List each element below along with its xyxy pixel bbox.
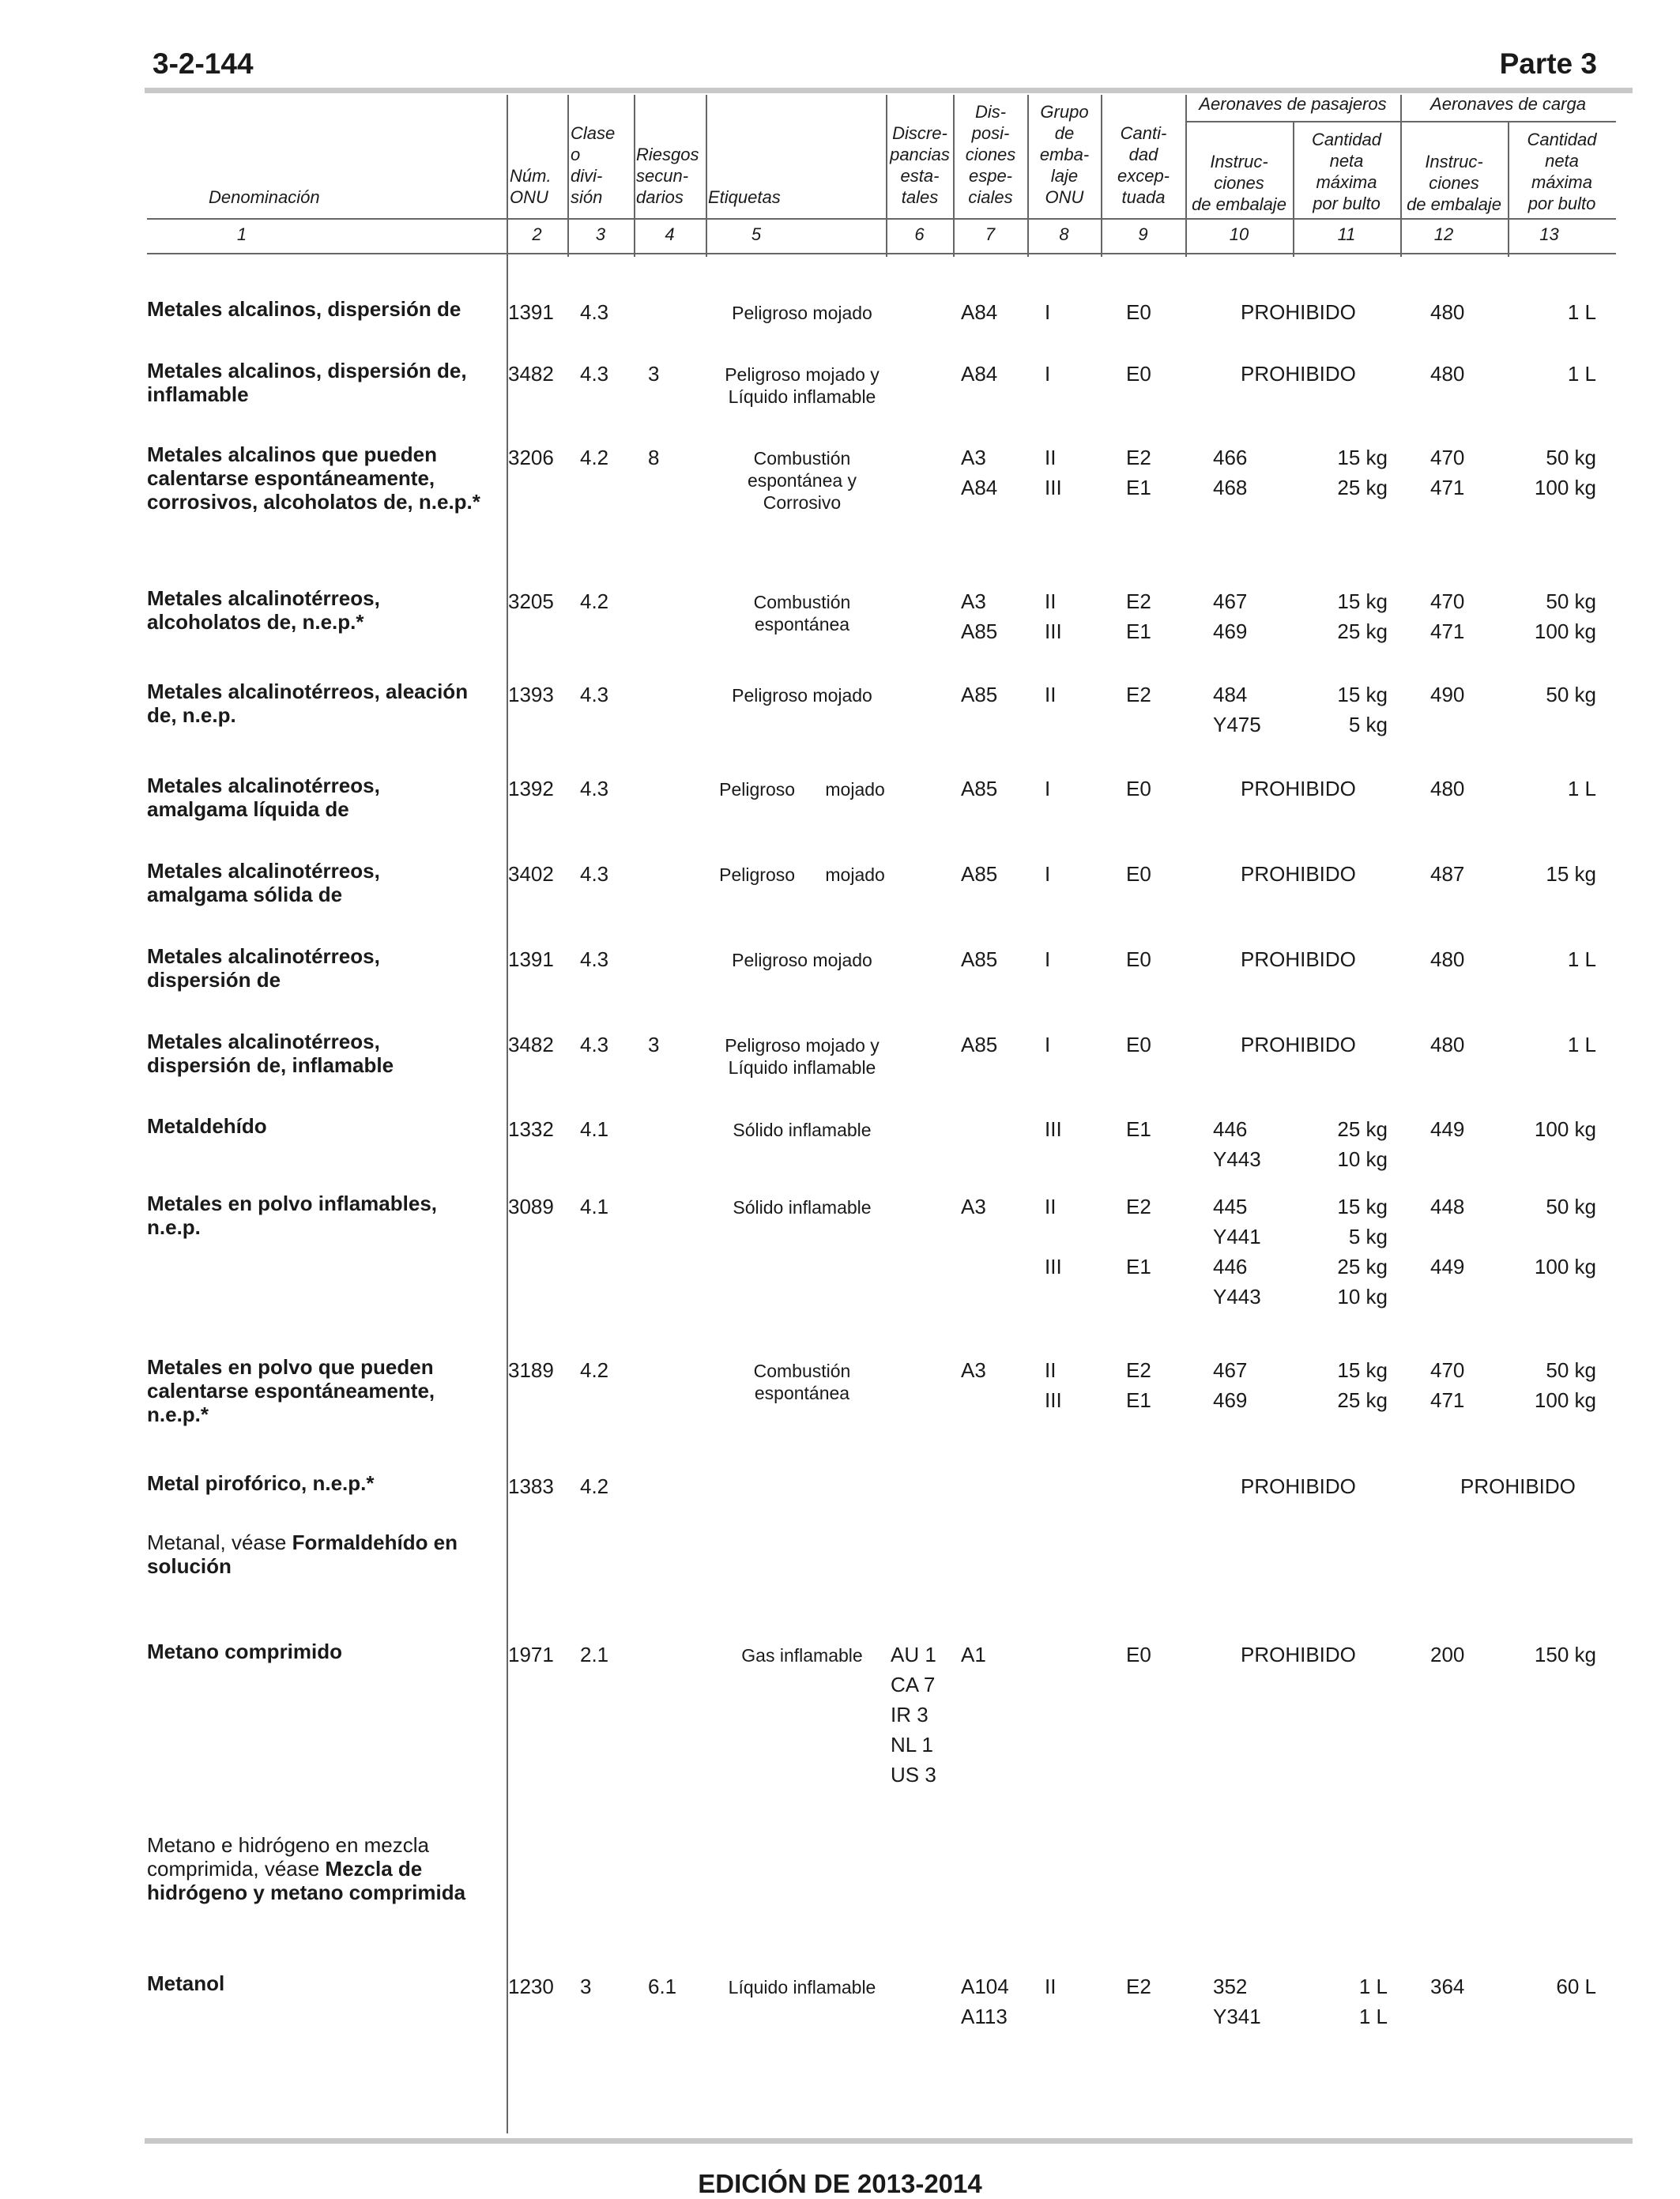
special-provision: A85: [961, 1033, 998, 1056]
excepted-quantity: E2: [1126, 446, 1151, 469]
col-denominacion: Denominación: [209, 187, 320, 207]
col-number: 2: [532, 224, 542, 244]
passenger-quantity: 5 kg: [1348, 1225, 1388, 1248]
hazard-label: Peligroso mojado: [732, 685, 872, 706]
passenger-instruction: 445: [1213, 1195, 1248, 1218]
cargo-quantity: 15 kg: [1546, 862, 1596, 886]
special-provision: A3: [961, 1195, 986, 1218]
passenger-instruction: 469: [1213, 619, 1248, 643]
excepted-quantity: E2: [1126, 1358, 1151, 1382]
entry-name: [147, 1971, 487, 1995]
entry-name-line: Metales en polvo que pueden: [147, 1355, 434, 1379]
entry-name-line: corrosivos, alcoholatos de, n.e.p.*: [147, 490, 480, 514]
col-riesgos: Riesgos secun- darios: [636, 145, 699, 207]
packing-group: II: [1045, 1975, 1057, 1998]
passenger-instruction: Y443: [1213, 1147, 1261, 1171]
excepted-quantity: E2: [1126, 683, 1151, 706]
page-number: 3-2-144: [153, 47, 254, 80]
passenger-instruction: 467: [1213, 589, 1248, 613]
col-cantidad-exceptuada: Canti- dad excep- tuada: [1117, 123, 1170, 207]
col-instrucciones-carga: Instruc- ciones de embalaje: [1407, 152, 1501, 214]
col-number: 1: [236, 224, 247, 244]
passenger-quantity: 10 kg: [1337, 1147, 1388, 1171]
packing-group: I: [1045, 1033, 1051, 1056]
passenger-instruction: Y341: [1213, 2005, 1261, 2028]
state-variation: US 3: [891, 1763, 936, 1787]
special-provision: A84: [961, 476, 998, 499]
un-number: 3189: [508, 1358, 554, 1382]
passenger-forbidden: PROHIBIDO: [1241, 777, 1356, 800]
hazard-label: Combustión: [753, 1361, 851, 1381]
col-number: 4: [665, 224, 675, 244]
cargo-instruction: 480: [1430, 362, 1465, 386]
top-rule: [145, 88, 1633, 93]
hazard-label: Peligroso mojado y: [725, 1035, 880, 1056]
col-cantidad-carga: Cantidad neta máxima por bulto: [1527, 130, 1597, 213]
entry-name-line: Metales alcalinos, dispersión de: [147, 297, 461, 321]
passenger-quantity: 15 kg: [1337, 1195, 1388, 1218]
passenger-quantity: 25 kg: [1337, 476, 1388, 499]
excepted-quantity: E2: [1126, 1975, 1151, 1998]
entry-name-line: amalgama líquida de: [147, 797, 349, 821]
entry-name-line: Metales alcalinos, dispersión de,: [147, 359, 467, 382]
special-provision: A85: [961, 862, 998, 886]
passenger-instruction: 466: [1213, 446, 1248, 469]
entry-name-line: dispersión de: [147, 968, 281, 992]
class-division: 4.1: [580, 1195, 609, 1218]
entry-name-line: Metales alcalinotérreos,: [147, 1030, 380, 1053]
excepted-quantity: E1: [1126, 476, 1151, 499]
passenger-instruction: 446: [1213, 1255, 1248, 1278]
passenger-instruction: 468: [1213, 476, 1248, 499]
passenger-instruction: 469: [1213, 1388, 1248, 1412]
special-provision: A85: [961, 619, 998, 643]
entry-name-line: Metales alcalinos que pueden: [147, 442, 437, 466]
col-number: 6: [914, 224, 925, 244]
entry-name-line: calentarse espontáneamente,: [147, 466, 435, 490]
class-division: 4.3: [580, 300, 609, 324]
col-number: 8: [1059, 224, 1069, 244]
class-division: 4.2: [580, 1474, 609, 1498]
passenger-forbidden: PROHIBIDO: [1241, 1033, 1356, 1056]
packing-group: I: [1045, 862, 1051, 886]
cargo-instruction: 471: [1430, 1388, 1465, 1412]
packing-group: I: [1045, 777, 1051, 800]
cargo-instruction: 480: [1430, 1033, 1465, 1056]
packing-group: III: [1045, 476, 1062, 499]
entry-name: [147, 1355, 487, 1426]
hazard-label: Peligroso mojado: [719, 864, 885, 885]
col-etiquetas: Etiquetas: [708, 187, 781, 207]
ref-target: Formaldehído en: [292, 1531, 458, 1554]
hazard-label: Peligroso mojado: [732, 950, 872, 970]
passenger-forbidden: PROHIBIDO: [1241, 947, 1356, 971]
un-number: 1391: [508, 947, 554, 971]
class-division: 4.2: [580, 446, 609, 469]
passenger-quantity: 25 kg: [1337, 1117, 1388, 1141]
col-number: 3: [595, 224, 606, 244]
class-division: 4.3: [580, 777, 609, 800]
special-provision: A104: [961, 1975, 1009, 1998]
cargo-instruction: 449: [1430, 1255, 1465, 1278]
entry-name: [147, 359, 487, 406]
cargo-quantity: 1 L: [1567, 1033, 1596, 1056]
special-provision: A85: [961, 777, 998, 800]
passenger-quantity: 1 L: [1358, 2005, 1388, 2028]
cargo-instruction: 448: [1430, 1195, 1465, 1218]
cargo-quantity: 50 kg: [1546, 446, 1596, 469]
packing-group: II: [1045, 683, 1057, 706]
cargo-instruction: 480: [1430, 947, 1465, 971]
class-division: 4.3: [580, 683, 609, 706]
col-number: 7: [985, 224, 996, 244]
packing-group: I: [1045, 300, 1051, 324]
un-number: 1393: [508, 683, 554, 706]
special-provision: A3: [961, 446, 986, 469]
packing-group: I: [1045, 947, 1051, 971]
ref-text: Metano e hidrógeno en mezcla: [147, 1833, 430, 1857]
entry-name: [147, 680, 487, 727]
excepted-quantity: E0: [1126, 777, 1151, 800]
ref-text: comprimida, véase: [147, 1857, 326, 1881]
subsidiary-risk: 6.1: [648, 1975, 677, 1998]
entry-name-line: Metales en polvo inflamables,: [147, 1192, 437, 1215]
hazard-label: Líquido inflamable: [728, 1977, 876, 1998]
entry-name-line: dispersión de, inflamable: [147, 1053, 394, 1077]
col-number: 13: [1539, 224, 1559, 244]
passenger-quantity: 15 kg: [1337, 446, 1388, 469]
cargo-quantity: 100 kg: [1534, 1388, 1596, 1412]
entry-name: [147, 1640, 487, 1663]
col-discrepancias: Discre- pancias esta- tales: [890, 123, 950, 207]
entry-name: [147, 586, 487, 634]
entry-name: [147, 1030, 487, 1077]
state-variation: IR 3: [891, 1703, 929, 1726]
excepted-quantity: E1: [1126, 1388, 1151, 1412]
cargo-instruction: 364: [1430, 1975, 1465, 1998]
ref-target: solución: [147, 1554, 232, 1578]
cargo-quantity: 1 L: [1567, 362, 1596, 386]
class-division: 2.1: [580, 1643, 609, 1666]
state-variation: CA 7: [891, 1673, 936, 1696]
col-number: 10: [1229, 224, 1249, 244]
un-number: 1383: [508, 1474, 554, 1498]
col-disposiciones: Dis- posi- ciones espe- ciales: [965, 102, 1016, 207]
excepted-quantity: E2: [1126, 1195, 1151, 1218]
un-number: 1392: [508, 777, 554, 800]
cargo-quantity: 100 kg: [1534, 1117, 1596, 1141]
cargo-quantity: 1 L: [1567, 777, 1596, 800]
passenger-instruction: Y441: [1213, 1225, 1261, 1248]
excepted-quantity: E0: [1126, 1643, 1151, 1666]
entry-name-line: de, n.e.p.: [147, 703, 236, 727]
hazard-label: Peligroso mojado y: [725, 364, 880, 385]
passenger-instruction: 484: [1213, 683, 1248, 706]
excepted-quantity: E2: [1126, 589, 1151, 613]
special-provision: A3: [961, 589, 986, 613]
entry-name-line: Metaldehído: [147, 1114, 267, 1138]
part-label: Parte 3: [1499, 47, 1597, 80]
hazard-label: Corrosivo: [763, 492, 842, 513]
footer-edition: EDICIÓN DE 2013-2014: [698, 2169, 982, 2198]
entry-name: [147, 1114, 487, 1138]
col-number: 11: [1337, 224, 1356, 244]
passenger-forbidden: PROHIBIDO: [1241, 1643, 1356, 1666]
un-number: 3206: [508, 446, 554, 469]
entry-name: [147, 297, 487, 321]
class-division: 4.3: [580, 947, 609, 971]
excepted-quantity: E0: [1126, 947, 1151, 971]
cargo-instruction: 480: [1430, 777, 1465, 800]
un-number: 1230: [508, 1975, 554, 1998]
packing-group: III: [1045, 619, 1062, 643]
special-provision: A84: [961, 362, 998, 386]
passenger-quantity: 10 kg: [1337, 1285, 1388, 1308]
entry-name-line: Metales alcalinotérreos,: [147, 944, 380, 968]
entry-name-line: Metales alcalinotérreos,: [147, 859, 380, 883]
cross-reference: [147, 1531, 487, 1578]
passenger-forbidden: PROHIBIDO: [1241, 1474, 1356, 1498]
un-number: 3482: [508, 1033, 554, 1056]
packing-group: III: [1045, 1388, 1062, 1412]
class-division: 3: [580, 1975, 592, 1998]
passenger-quantity: 25 kg: [1337, 1255, 1388, 1278]
excepted-quantity: E1: [1126, 1255, 1151, 1278]
col-number: 9: [1138, 224, 1148, 244]
passenger-instruction: 352: [1213, 1975, 1248, 1998]
passenger-instruction: 467: [1213, 1358, 1248, 1382]
entry-name-line: inflamable: [147, 382, 249, 406]
cargo-quantity: 50 kg: [1546, 589, 1596, 613]
class-division: 4.1: [580, 1117, 609, 1141]
special-provision: A84: [961, 300, 998, 324]
excepted-quantity: E0: [1126, 862, 1151, 886]
passenger-instruction: Y475: [1213, 713, 1261, 736]
col-grupo: Grupo de emba- laje ONU: [1039, 102, 1090, 207]
cargo-instruction: 200: [1430, 1643, 1465, 1666]
col-carga: Aeronaves de carga: [1430, 94, 1586, 114]
entry-name: [147, 1192, 487, 1239]
cargo-quantity: 1 L: [1567, 300, 1596, 324]
hazard-label: Sólido inflamable: [733, 1197, 872, 1218]
cross-reference: [147, 1833, 487, 1904]
un-number: 3089: [508, 1195, 554, 1218]
entry-name-line: alcoholatos de, n.e.p.*: [147, 610, 364, 634]
cargo-quantity: 50 kg: [1546, 1358, 1596, 1382]
hazard-label: espontánea: [754, 614, 850, 634]
class-division: 4.2: [580, 589, 609, 613]
entry-name-line: Metanol: [147, 1971, 225, 1995]
col-number: 5: [751, 224, 762, 244]
cargo-quantity: 150 kg: [1534, 1643, 1596, 1666]
cargo-instruction: 471: [1430, 619, 1465, 643]
passenger-quantity: 25 kg: [1337, 619, 1388, 643]
entry-name: [147, 442, 487, 514]
entry-name-line: Metales alcalinotérreos, aleación: [147, 680, 469, 703]
ref-target: hidrógeno y metano comprimida: [147, 1881, 466, 1904]
passenger-instruction: Y443: [1213, 1285, 1261, 1308]
packing-group: II: [1045, 1358, 1057, 1382]
cargo-quantity: 1 L: [1567, 947, 1596, 971]
excepted-quantity: E0: [1126, 1033, 1151, 1056]
passenger-forbidden: PROHIBIDO: [1241, 362, 1356, 386]
hazard-label: Líquido inflamable: [728, 1057, 876, 1078]
excepted-quantity: E0: [1126, 362, 1151, 386]
passenger-quantity: 15 kg: [1337, 1358, 1388, 1382]
hazard-label: Líquido inflamable: [728, 386, 876, 407]
entry-name-line: calentarse espontáneamente,: [147, 1379, 435, 1403]
passenger-quantity: 15 kg: [1337, 683, 1388, 706]
un-number: 1971: [508, 1643, 554, 1666]
hazard-label: Sólido inflamable: [733, 1120, 872, 1140]
hazard-label: espontánea y: [747, 470, 857, 491]
cargo-instruction: 449: [1430, 1117, 1465, 1141]
special-provision: A113: [961, 2005, 1008, 2028]
packing-group: II: [1045, 589, 1057, 613]
excepted-quantity: E0: [1126, 300, 1151, 324]
packing-group: I: [1045, 362, 1051, 386]
cargo-quantity: 50 kg: [1546, 1195, 1596, 1218]
cargo-quantity: 60 L: [1556, 1975, 1596, 1998]
col-cantidad-pasajeros: Cantidad neta máxima por bulto: [1311, 130, 1382, 213]
hazard-label: Combustión: [753, 448, 851, 469]
ref-target: Mezcla de: [325, 1857, 423, 1881]
cargo-quantity: 100 kg: [1534, 1255, 1596, 1278]
cargo-instruction: 470: [1430, 446, 1465, 469]
cargo-quantity: 100 kg: [1534, 619, 1596, 643]
entry-name-line: n.e.p.: [147, 1215, 201, 1239]
packing-group: III: [1045, 1255, 1062, 1278]
class-division: 4.3: [580, 362, 609, 386]
un-number: 3402: [508, 862, 554, 886]
excepted-quantity: E1: [1126, 619, 1151, 643]
ref-text: Metanal, véase: [147, 1531, 292, 1554]
class-division: 4.3: [580, 862, 609, 886]
un-number: 3205: [508, 589, 554, 613]
cargo-quantity: 100 kg: [1534, 476, 1596, 499]
special-provision: A3: [961, 1358, 986, 1382]
hazard-label: espontánea: [754, 1383, 850, 1403]
state-variation: AU 1: [891, 1643, 936, 1666]
special-provision: A1: [961, 1643, 986, 1666]
col-num-onu: Núm. ONU: [510, 166, 552, 207]
cargo-instruction: 470: [1430, 1358, 1465, 1382]
cargo-quantity: 50 kg: [1546, 683, 1596, 706]
subsidiary-risk: 8: [648, 446, 660, 469]
hazard-label: Peligroso mojado: [719, 779, 885, 800]
subsidiary-risk: 3: [648, 362, 660, 386]
class-division: 4.2: [580, 1358, 609, 1382]
cargo-instruction: 480: [1430, 300, 1465, 324]
packing-group: II: [1045, 446, 1057, 469]
passenger-quantity: 25 kg: [1337, 1388, 1388, 1412]
entry-name-line: Metal pirofórico, n.e.p.*: [147, 1471, 375, 1495]
entry-name-line: Metales alcalinotérreos,: [147, 774, 380, 797]
entry-name: [147, 944, 487, 992]
passenger-instruction: 446: [1213, 1117, 1248, 1141]
un-number: 1332: [508, 1117, 554, 1141]
special-provision: A85: [961, 683, 998, 706]
packing-group: III: [1045, 1117, 1062, 1141]
passenger-quantity: 1 L: [1358, 1975, 1388, 1998]
col-clase: Clase o divi- sión: [571, 123, 616, 207]
packing-group: II: [1045, 1195, 1057, 1218]
col-instrucciones-pasajeros: Instruc- ciones de embalaje: [1192, 152, 1286, 214]
cargo-forbidden: PROHIBIDO: [1460, 1474, 1576, 1498]
passenger-forbidden: PROHIBIDO: [1241, 862, 1356, 886]
state-variation: NL 1: [891, 1733, 933, 1757]
entry-name: [147, 1471, 487, 1495]
un-number: 1391: [508, 300, 554, 324]
entry-name: [147, 774, 487, 821]
passenger-forbidden: PROHIBIDO: [1241, 300, 1356, 324]
excepted-quantity: E1: [1126, 1117, 1151, 1141]
entry-name-line: n.e.p.*: [147, 1403, 209, 1426]
subsidiary-risk: 3: [648, 1033, 660, 1056]
cargo-instruction: 470: [1430, 589, 1465, 613]
passenger-quantity: 5 kg: [1348, 713, 1388, 736]
cargo-instruction: 487: [1430, 862, 1465, 886]
hazard-label: Peligroso mojado: [732, 303, 872, 323]
un-number: 3482: [508, 362, 554, 386]
class-division: 4.3: [580, 1033, 609, 1056]
entry-name: [147, 859, 487, 906]
cargo-instruction: 471: [1430, 476, 1465, 499]
hazard-label: Gas inflamable: [741, 1645, 863, 1666]
special-provision: A85: [961, 947, 998, 971]
col-number: 12: [1433, 224, 1454, 244]
cargo-instruction: 490: [1430, 683, 1465, 706]
bottom-rule: [145, 2138, 1633, 2144]
entry-name-line: Metales alcalinotérreos,: [147, 586, 380, 610]
entry-name-line: Metano comprimido: [147, 1640, 343, 1663]
col-pasajeros: Aeronaves de pasajeros: [1199, 94, 1387, 114]
passenger-quantity: 15 kg: [1337, 589, 1388, 613]
hazard-label: Combustión: [753, 592, 851, 612]
entry-name-line: amalgama sólida de: [147, 883, 343, 906]
